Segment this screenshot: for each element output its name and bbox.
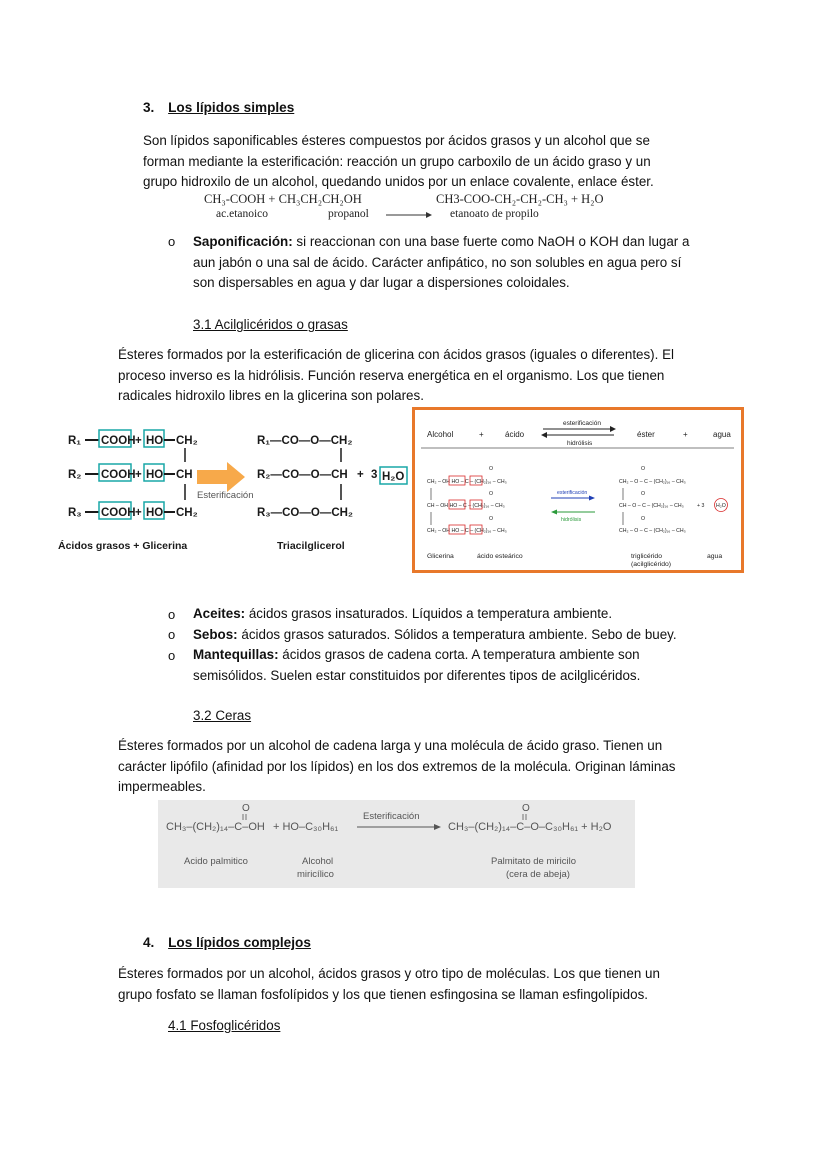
plus-label: +	[135, 435, 142, 447]
oxygen-label: O	[641, 466, 646, 472]
hydrolysis-label: hidrólisis	[561, 517, 582, 523]
saponification-text: si reaccionan con una base fuerte como NaOH o KOH dan lugar a	[292, 234, 690, 249]
equation-products: CH3-COO-CH₂-CH₂-CH₃ + H₂O	[436, 192, 604, 206]
glycerol-carbon: CH₂	[176, 435, 198, 447]
intro-line: forman mediante la esterificación: reacción un grupo carboxilo de un ácido graso y un	[143, 153, 651, 169]
ester-row: CH₂ – O – C – (CH₂)₁₆ – CH₃	[619, 528, 686, 534]
r3-label: R₃	[68, 507, 82, 519]
list-term: Mantequillas:	[193, 647, 279, 662]
oxygen-label: O	[489, 516, 494, 522]
reactants-caption: Ácidos grasos + Glicerina	[58, 540, 188, 552]
saponification-item	[193, 232, 689, 294]
product-row: R₁—CO—O—CH₂	[257, 435, 353, 447]
list-text: ácidos grasos saturados. Sólidos a temperatura ambiente. Sebo de buey.	[237, 626, 677, 642]
arrow-top-label: esterificación	[563, 420, 601, 427]
glycerol-carbon: CH₂	[176, 507, 198, 519]
fat-types-list	[193, 604, 677, 686]
triacylglycerol-figure	[55, 422, 410, 557]
intro-line: Son lípidos saponificables ésteres compuestos por ácidos grasos y un alcohol que se	[143, 133, 650, 148]
section-3-intro	[143, 131, 654, 193]
header-plus: +	[479, 430, 484, 439]
list-text: ácidos grasos insaturados. Líquidos a temperatura ambiente.	[245, 606, 613, 621]
section-4-text	[118, 964, 660, 1005]
text-line: Ésteres formados por la esterificación de glicerina con ácidos grasos (iguales o diferentes). El	[118, 347, 674, 362]
header-water: agua	[713, 430, 731, 439]
water-label: H₂O	[382, 471, 405, 483]
section-4-title: Los lípidos complejos	[168, 935, 311, 950]
glycerol-stearic-figure	[412, 407, 744, 573]
arrow-label: Esterificación	[197, 490, 254, 501]
cooh-label: COOH	[101, 507, 136, 519]
wax-esterification-figure	[158, 800, 635, 888]
water-coefficient: + 3	[697, 503, 705, 509]
product-row: R₂—CO—O—CH	[257, 469, 348, 481]
saponification-text: aun jabón o una sal de ácido. Carácter anfipático, no son solubles en agua pero sí	[193, 254, 682, 270]
list-term: Aceites:	[193, 606, 246, 621]
label-product: Palmitato de miricilo	[491, 856, 576, 867]
reactant-row: CH₂ – OH HO – C – (CH₂)₁₆ – CH₃	[427, 528, 507, 534]
plus-label: +	[135, 469, 142, 481]
text-line: impermeables.	[118, 779, 206, 794]
ester-row: CH – O – C – (CH₂)₁₆ – CH₃	[619, 503, 684, 509]
section-3-number: 3.	[143, 100, 155, 115]
label-product-note: (cera de abeja)	[506, 869, 570, 880]
product-caption: Triacilglicerol	[277, 540, 345, 552]
section-3-2-text	[118, 736, 675, 798]
r2-label: R₂	[68, 469, 82, 481]
reaction-arrow-icon	[386, 210, 432, 220]
water-coefficient: 3	[371, 469, 378, 481]
section-3-1-text	[118, 345, 674, 407]
reaction-arrow-icon	[434, 824, 441, 830]
oxygen-label: O	[641, 516, 646, 522]
plus-label: +	[357, 469, 364, 481]
list-item	[193, 625, 677, 646]
ho-label: HO	[146, 435, 164, 447]
bullet-icon: o	[168, 648, 176, 663]
saponification-term: Saponificación:	[193, 234, 293, 249]
section-4-heading	[143, 935, 311, 950]
text-line: carácter lipófilo (afinidad por los lípidos) en los dos extremos de la molécula. Originan láminas	[118, 758, 676, 774]
bullet-icon: o	[168, 234, 176, 249]
cooh-label: COOH	[101, 435, 136, 447]
section-3-heading	[143, 100, 294, 115]
footer-triglyceride: triglicérido	[631, 553, 662, 560]
ester-row: CH₂ – O – C – (CH₂)₁₆ – CH₃	[619, 479, 686, 485]
section-3-title: Los lípidos simples	[168, 100, 295, 115]
section-4-number: 4.	[143, 935, 155, 950]
section-3-1-title: 3.1 Acilglicéridos o grasas	[193, 317, 348, 332]
section-4-1-title: 4.1 Fosfoglicéridos	[168, 1018, 281, 1033]
product-formula: CH₃–(CH₂)₁₄–C–O–C₃₀H₆₁ + H₂O	[448, 821, 612, 833]
footer-water: agua	[707, 553, 723, 560]
text-line: radicales hidroxilo libres en la glicerina son polares.	[118, 388, 424, 403]
r1-label: R₁	[68, 435, 82, 447]
saponification-text: son dispersables en agua y dar lugar a dispersiones coloidales.	[193, 275, 570, 290]
header-alcohol: Alcohol	[427, 430, 454, 439]
alcohol-formula: + HO–C₃₀H₆₁	[273, 821, 339, 833]
label-alcohol: Alcohol	[302, 856, 334, 867]
list-term: Sebos:	[193, 626, 238, 642]
water-label: H₂O	[716, 503, 726, 509]
label-palmitic: Acido palmitico	[184, 856, 248, 867]
plus-label: +	[135, 507, 142, 519]
header-plus: +	[683, 430, 688, 439]
product-row: R₃—CO—O—CH₂	[257, 507, 354, 519]
ester-label: esterificación	[557, 490, 588, 496]
esterification-arrow-icon	[197, 462, 245, 492]
header-acid: ácido	[505, 430, 525, 439]
footer-glycerol: Glicerina	[427, 553, 454, 560]
list-item-continuation: semisólidos. Suelen estar constituidos por diferentes tipos de acilglicéridos.	[193, 667, 641, 683]
equation-reactants: CH₃-COOH + CH₃CH₂CH₂OH	[204, 192, 362, 206]
palmitic-acid-formula: CH₃–(CH₂)₁₄–C–OH	[166, 821, 265, 833]
label-product: etanoato de propilo	[450, 208, 539, 220]
text-line: Ésteres formados por un alcohol de cadena larga y una molécula de ácido graso. Tienen un	[118, 738, 663, 753]
reactant-row: CH – OH HO – C – (CH₂)₁₆ – CH₃	[427, 503, 505, 509]
cooh-label: COOH	[101, 469, 136, 481]
text-line: Ésteres formados por un alcohol, ácidos grasos y otro tipo de moléculas. Los que tienen un	[118, 966, 660, 981]
oxygen-label: O	[522, 803, 530, 814]
ho-label: HO	[146, 507, 164, 519]
reactant-row: CH₂ – OH HO – C – (CH₂)₁₆ – CH₃	[427, 479, 507, 485]
footer-stearic: ácido esteárico	[477, 553, 523, 560]
label-alcohol-name: miricílico	[297, 869, 334, 880]
intro-line: grupo hidroxilo de un alcohol, quedando unidos por un enlace covalente, enlace éster.	[143, 174, 654, 189]
glycerol-carbon: CH	[176, 469, 193, 481]
bullet-icon: o	[168, 607, 176, 622]
footer-acylglyceride: (acilglicérido)	[631, 561, 672, 568]
esterification-equation	[200, 192, 628, 226]
text-line: proceso inverso es la hidrólisis. Función reserva energética en el organismo. Los que tienen	[118, 367, 665, 383]
label-acid: ac.etanoico	[216, 208, 269, 220]
label-alcohol: propanol	[328, 208, 369, 220]
oxygen-label: O	[489, 466, 494, 472]
list-item	[193, 645, 677, 666]
arrow-bottom-label: hidrólisis	[567, 440, 593, 447]
bullet-icon: o	[168, 627, 176, 642]
list-text: ácidos grasos de cadena corta. A temperatura ambiente son	[278, 647, 640, 662]
oxygen-label: O	[242, 803, 250, 814]
arrow-label: Esterificación	[363, 811, 420, 822]
ho-label: HO	[146, 469, 164, 481]
header-ester: éster	[637, 430, 655, 439]
oxygen-label: O	[489, 491, 494, 497]
oxygen-label: O	[641, 491, 646, 497]
list-item	[193, 604, 677, 625]
section-3-2-title: 3.2 Ceras	[193, 708, 252, 723]
text-line: grupo fosfato se llaman fosfolípidos y los que tienen esfingosina se llaman esfingolípidos.	[118, 986, 648, 1002]
